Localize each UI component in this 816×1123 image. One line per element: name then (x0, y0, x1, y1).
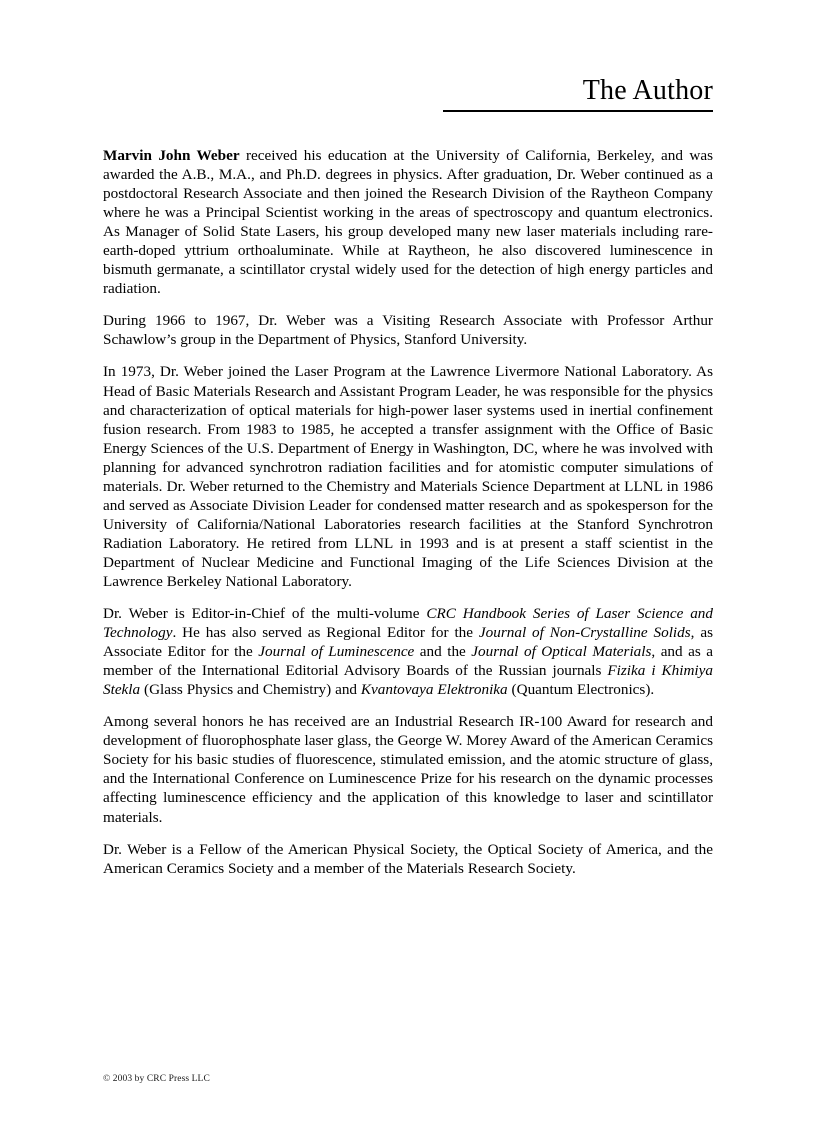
italic-run: Journal of Non-Crystalline Solids (478, 624, 691, 642)
paragraph-editorial-roles (103, 604, 713, 699)
paragraph-biography-early-career (103, 146, 713, 298)
text-run: In 1973, Dr. Weber joined the Laser Program at the Lawrence Livermore National Laboratory. As Head of Basic Materials Research and Assistant Program Leader, he was responsible for the physics and characterization of optical materials for high-power laser systems used in inertial confinement fusion research. From 1983 to 1985, he accepted a transfer assignment with the Office of Basic Energy Sciences of the U.S. Department of Energy in Washington, DC, where he was involved with planning for advanced synchrotron radiation facilities and for atomistic computer simulations of materials. Dr. Weber returned to the Chemistry and Materials Science Department at LLNL in 1986 and served as Associate Division Leader for condensed matter research and as spokesperson for the University of California/National Laboratories research facilities at the Stanford Synchrotron Radiation Laboratory. He retired from LLNL in 1993 and is at present a staff scientist in the Department of Nuclear Medicine and Functional Imaging of the Life Sciences Division at the Lawrence Berkeley National Laboratory. (103, 363, 713, 590)
italic-run: Kvantovaya Elektronika (360, 681, 508, 699)
page-header (103, 74, 713, 112)
paragraph-honors (103, 712, 713, 826)
header-divider (443, 110, 713, 112)
paragraph-llnl (103, 362, 713, 591)
text-run: During 1966 to 1967, Dr. Weber was a Visiting Research Associate with Professor Arthur Schawlow’s group in the Department of Physics, Stanford University. (103, 312, 713, 349)
copyright-notice: © 2003 by CRC Press LLC (103, 1074, 210, 1084)
text-run: Among several honors he has received are an Industrial Research IR-100 Award for research and development of fluorophosphate laser glass, the George W. Morey Award of the American Ceramics Society for his basic studies of fluorescence, stimulated emission, and the atomic structure of glass, and the International Conference on Luminescence Prize for his research on the dynamic processes affecting luminescence efficiency and the application of this knowledge to laser and scintillator materials. (103, 713, 713, 826)
document-body (103, 146, 713, 878)
text-run: Dr. Weber is a Fellow of the American Physical Society, the Optical Society of America, and the American Ceramics Society and a member of the Materials Research Society. (103, 840, 713, 877)
page-footer (103, 1068, 503, 1086)
paragraph-stanford (103, 311, 713, 349)
italic-run: CRC Handbook Series of Laser Science and Technology (103, 605, 713, 642)
text-run: (Glass Physics and Chemistry) and (140, 681, 361, 699)
bold-run: Marvin John Weber (103, 147, 240, 164)
text-run: received his education at the University of California, Berkeley, and was awarded the A.B., M.A., and Ph.D. degrees in physics. After graduation, Dr. Weber continued as a postdoctoral Research Associate and then joined the Research Division of the Raytheon Company where he was a Principal Scientist working in the areas of spectroscopy and quantum electronics. As Manager of Solid State Lasers, his group developed many new laser materials including rare-earth-doped yttrium orthoaluminate. While at Raytheon, he also discovered luminescence in bismuth germanate, a scintillator crystal widely used for the detection of high energy particles and radiation. (103, 147, 713, 298)
italic-run: Journal of Luminescence (258, 643, 415, 661)
text-run: , and as a member of the International Editorial Advisory Boards of the Russian journals (103, 643, 713, 680)
text-run: (Quantum Electronics). (507, 681, 655, 699)
page-title: The Author (582, 75, 713, 106)
text-run: Dr. Weber is Editor-in-Chief of the multi-volume (103, 605, 427, 623)
text-run: , as Associate Editor for the (103, 624, 713, 661)
paragraph-memberships (103, 840, 713, 878)
italic-run: Fizika i Khimiya Stekla (103, 662, 713, 699)
text-run: and the (414, 643, 472, 661)
text-run: . He has also served as Regional Editor for the (172, 624, 479, 642)
italic-run: Journal of Optical Materials (471, 643, 652, 661)
